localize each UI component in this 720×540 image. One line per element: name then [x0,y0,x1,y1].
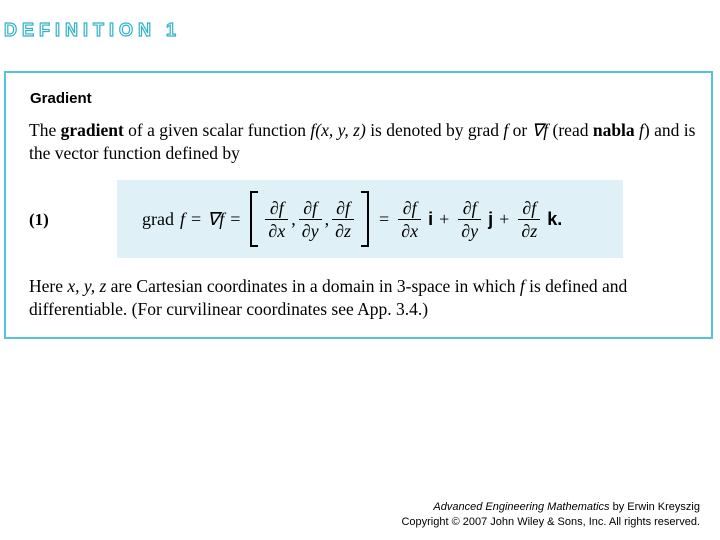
term-nabla: nabla [592,120,635,140]
definition-box [4,71,713,339]
definition-title: Gradient [30,90,92,107]
equation-number: (1) [29,210,49,229]
unit-vector-i: i [428,208,434,229]
fraction-df-dz: $\frac{\partial f}{\partial z}$ [332,197,354,242]
fraction-df-dx: $\frac{\partial f}{\partial x}$ [265,197,288,242]
book-title: Advanced Engineering Mathematics [433,501,610,513]
copyright-line: Copyright © 2007 John Wiley & Sons, Inc. All rights reserved. [401,516,700,528]
nabla-f: ∇f [531,120,549,140]
right-bracket [361,191,369,247]
definition-heading: DEFINITION 1 [4,20,182,40]
function-expression: f(x, y, z) [310,120,366,140]
definition-paragraph: The gradient of a given scalar function f(x, y, z) is denoted by grad f or ∇f (read nabla f) and is the vector function defined by [29,120,696,163]
footer-credit: Advanced Engineering Mathematics by Erwin Kreyszig Copyright © 2007 John Wiley & Sons, Inc. All rights reserved. [401,501,700,528]
unit-vector-k: k. [547,208,563,229]
term-gradient: gradient [60,120,124,140]
gradient-equation: grad f = ∇f = $\frac{\partial f}{\partial x}$ , $\frac{\partial f}{\partial y}$ , $\frac{\partial f}{\partial z}$ = $\frac{\partial f}{\partial x}$ i + $\frac{\partial f}{\partial y}$ j + $\frac{\partial f}{\partial z}$ k. [142,184,562,254]
fraction-df-dy: $\frac{\partial f}{\partial y}$ [299,197,322,242]
unit-vector-j: j [488,208,494,229]
left-bracket [250,191,258,247]
explanation-paragraph: Here x, y, z are Cartesian coordinates in a domain in 3-space in which f is defined and differentiable. (For curvilinear coordinates see App. 3.4.) [29,276,628,319]
